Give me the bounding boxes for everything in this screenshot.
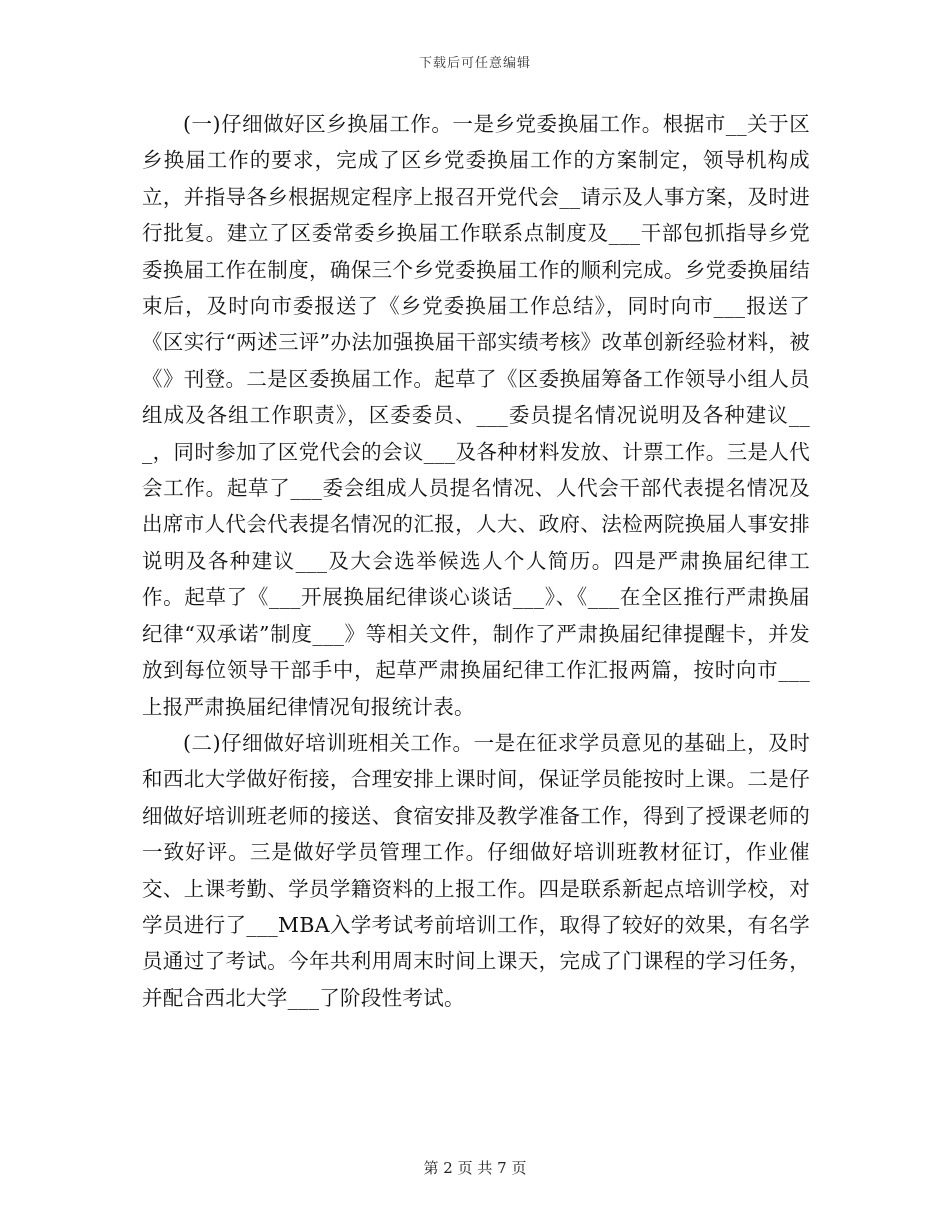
paragraph-section-one: (一)仔细做好区乡换届工作。一是乡党委换届工作。根据市__关于区乡换届工作的要求，完成了区乡党委换届工作的方案制定，领导机构成立，并指导各乡根据规定程序上报召开党代会__请示及人事方案，及时进行批复。建立了区委常委乡换届工作联系点制度及___干部包抓指导乡党委换届工作在制度，确保三个乡党委换届工作的顺利完成。乡党委换届结束后，及时向市委报送了《乡党委换届工作总结》，同时向市___报送了《区实行“两述三评”办法加强换届干部实绩考核》改革创新经验材料，被《》刊登。二是区委换届工作。起草了《区委换届筹备工作领导小组人员组成及各组工作职责》，区委委员、___委员提名情况说明及各种建议___，同时参加了区党代会的会议___及各种材料发放、计票工作。三是人代会工作。起草了___委会组成人员提名情况、人代会干部代表提名情况及出席市人代会代表提名情况的汇报，人大、政府、法检两院换届人事安排说明及各种建议___及大会选举候选人个人简历。四是严肃换届纪律工作。起草了《___开展换届纪律谈心谈话___》、《___在全区推行严肃换届纪律“双承诺”制度___》等相关文件，制作了严肃换届纪律提醒卡，并发放到每位领导干部手中，起草严肃换届纪律工作汇报两篇，按时向市___上报严肃换届纪律情况旬报统计表。 <box>142 112 810 719</box>
page-header-note: 下载后可任意编辑 <box>418 56 531 71</box>
paragraph-section-two: (二)仔细做好培训班相关工作。一是在征求学员意见的基础上，及时和西北大学做好衔接，合理安排上课时间，保证学员能按时上课。二是仔细做好培训班老师的接送、食宿安排及教学准备工作，得到了授课老师的一致好评。三是做好学员管理工作。仔细做好培训班教材征订，作业催交、上课考勤、学员学籍资料的上报工作。四是联系新起点培训学校，对学员进行了___MBA入学考试考前培训工作，取得了较好的效果，有名学员通过了考试。今年共利用周末时间上课天，完成了门课程的学习任务，并配合西北大学___了阶段性考试。 <box>142 730 810 1010</box>
page-number: 第 2 页 共 7 页 <box>423 1159 527 1177</box>
document-body <box>142 106 810 1016</box>
